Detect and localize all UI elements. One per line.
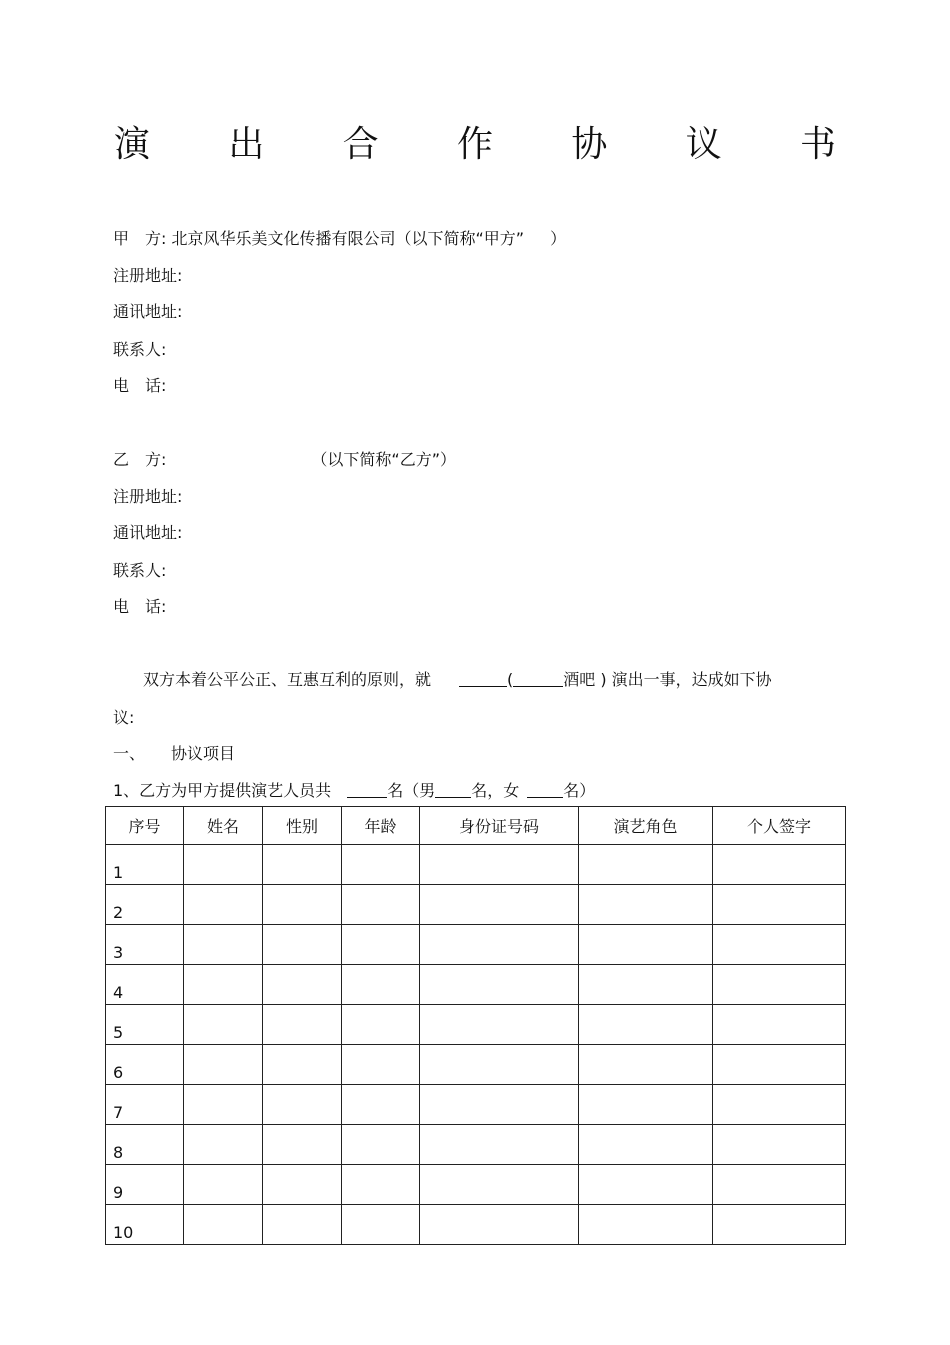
gender-cell[interactable]	[263, 965, 342, 1005]
id-number-cell[interactable]	[420, 845, 579, 885]
gender-cell[interactable]	[263, 1165, 342, 1205]
age-cell[interactable]	[342, 845, 420, 885]
signature-cell[interactable]	[713, 1125, 846, 1165]
party-a-phone: 电 话:	[113, 376, 167, 395]
header-cell: 演艺角色	[579, 807, 713, 845]
item-1-prefix: 1、乙方为甲方提供演艺人员共	[113, 781, 332, 800]
role-cell[interactable]	[579, 845, 713, 885]
intro-part2: 酒吧 ) 演出一事，达成如下协	[563, 670, 772, 689]
name-cell[interactable]	[184, 845, 263, 885]
signature-cell[interactable]	[713, 965, 846, 1005]
id-number-cell[interactable]	[420, 965, 579, 1005]
signature-cell[interactable]	[713, 1045, 846, 1085]
title-char: 出	[228, 124, 265, 165]
male-count-blank[interactable]	[435, 781, 471, 798]
id-number-cell[interactable]	[420, 1205, 579, 1245]
item-1-line	[113, 780, 595, 802]
section-heading	[113, 743, 235, 765]
table-row	[106, 1085, 846, 1125]
role-cell[interactable]	[579, 1165, 713, 1205]
title-char: 书	[799, 124, 836, 165]
item-1-after-total: 名（男	[387, 781, 436, 800]
row-number: 3	[106, 925, 184, 965]
role-cell[interactable]	[579, 885, 713, 925]
table-row	[106, 1205, 846, 1245]
header-cell: 身份证号码	[420, 807, 579, 845]
female-count-blank[interactable]	[527, 781, 563, 798]
intro-line	[143, 669, 772, 691]
id-number-cell[interactable]	[420, 885, 579, 925]
party-a-line	[113, 228, 566, 250]
table-row	[106, 1165, 846, 1205]
id-number-cell[interactable]	[420, 1005, 579, 1045]
name-cell[interactable]	[184, 925, 263, 965]
table-row	[106, 925, 846, 965]
row-number: 6	[106, 1045, 184, 1085]
signature-cell[interactable]	[713, 1005, 846, 1045]
signature-cell[interactable]	[713, 885, 846, 925]
item-1-after-female: 名）	[563, 781, 596, 800]
party-b-phone: 电 话:	[113, 597, 167, 616]
signature-cell[interactable]	[713, 925, 846, 965]
venue-blank[interactable]	[459, 670, 507, 687]
party-b-reg-address: 注册地址:	[113, 487, 183, 506]
gender-cell[interactable]	[263, 1045, 342, 1085]
bar-name-blank[interactable]	[513, 670, 563, 687]
row-number: 1	[106, 845, 184, 885]
party-b-mail-address: 通讯地址:	[113, 523, 183, 542]
role-cell[interactable]	[579, 1045, 713, 1085]
signature-cell[interactable]	[713, 1085, 846, 1125]
id-number-cell[interactable]	[420, 1045, 579, 1085]
id-number-cell[interactable]	[420, 1165, 579, 1205]
table-header-row	[106, 807, 846, 845]
gender-cell[interactable]	[263, 1085, 342, 1125]
age-cell[interactable]	[342, 1085, 420, 1125]
role-cell[interactable]	[579, 1085, 713, 1125]
total-count-blank[interactable]	[347, 781, 387, 798]
table-row	[106, 845, 846, 885]
title-char: 协	[571, 124, 608, 165]
role-cell[interactable]	[579, 1205, 713, 1245]
role-cell[interactable]	[579, 925, 713, 965]
row-number: 7	[106, 1085, 184, 1125]
header-cell: 序号	[106, 807, 184, 845]
row-number: 9	[106, 1165, 184, 1205]
header-cell: 姓名	[184, 807, 263, 845]
name-cell[interactable]	[184, 965, 263, 1005]
intro-paren: (	[507, 670, 514, 689]
row-number: 2	[106, 885, 184, 925]
party-b-label: 乙 方:	[113, 450, 167, 469]
party-a-close: ）	[550, 229, 567, 248]
party-b-contact: 联系人:	[113, 561, 167, 580]
name-cell[interactable]	[184, 885, 263, 925]
party-a-reg-address: 注册地址:	[113, 266, 183, 285]
name-cell[interactable]	[184, 1045, 263, 1085]
name-cell[interactable]	[184, 1005, 263, 1045]
age-cell[interactable]	[342, 965, 420, 1005]
age-cell[interactable]	[342, 1165, 420, 1205]
party-a-mail-address: 通讯地址:	[113, 302, 183, 321]
age-cell[interactable]	[342, 1205, 420, 1245]
performer-table	[105, 806, 846, 1245]
id-number-cell[interactable]	[420, 1085, 579, 1125]
gender-cell[interactable]	[263, 885, 342, 925]
age-cell[interactable]	[342, 1125, 420, 1165]
document-title	[114, 122, 836, 168]
section-title: 协议项目	[171, 744, 236, 763]
age-cell[interactable]	[342, 1005, 420, 1045]
signature-cell[interactable]	[713, 1165, 846, 1205]
signature-cell[interactable]	[713, 845, 846, 885]
header-cell: 个人签字	[713, 807, 846, 845]
gender-cell[interactable]	[263, 925, 342, 965]
header-cell: 年龄	[342, 807, 420, 845]
row-number: 4	[106, 965, 184, 1005]
row-number: 8	[106, 1125, 184, 1165]
row-number: 10	[106, 1205, 184, 1245]
title-char: 合	[342, 124, 379, 165]
section-number: 一、	[113, 744, 146, 763]
table-row	[106, 1005, 846, 1045]
gender-cell[interactable]	[263, 1125, 342, 1165]
title-char: 议	[685, 124, 722, 165]
id-number-cell[interactable]	[420, 925, 579, 965]
intro-part1: 双方本着公平公正、互惠互利的原则，就	[143, 670, 432, 689]
party-b-alias: （以下简称“乙方”）	[311, 450, 456, 469]
name-cell[interactable]	[184, 1165, 263, 1205]
name-cell[interactable]	[184, 1205, 263, 1245]
role-cell[interactable]	[579, 965, 713, 1005]
title-char: 作	[456, 124, 493, 165]
role-cell[interactable]	[579, 1125, 713, 1165]
row-number: 5	[106, 1005, 184, 1045]
age-cell[interactable]	[342, 1045, 420, 1085]
name-cell[interactable]	[184, 1085, 263, 1125]
party-a-contact: 联系人:	[113, 340, 167, 359]
role-cell[interactable]	[579, 1005, 713, 1045]
id-number-cell[interactable]	[420, 1125, 579, 1165]
gender-cell[interactable]	[263, 1005, 342, 1045]
age-cell[interactable]	[342, 925, 420, 965]
table-row	[106, 965, 846, 1005]
party-b-line	[113, 449, 456, 471]
gender-cell[interactable]	[263, 1205, 342, 1245]
intro-part3: 议:	[113, 708, 135, 727]
item-1-after-male: 名，女	[471, 781, 520, 800]
table-row	[106, 1125, 846, 1165]
title-char: 演	[114, 124, 151, 165]
party-a-name: 北京风华乐美文化传播有限公司（以下简称“甲方”	[171, 229, 525, 248]
name-cell[interactable]	[184, 1125, 263, 1165]
gender-cell[interactable]	[263, 845, 342, 885]
party-a-label: 甲 方:	[113, 229, 167, 248]
header-cell: 性别	[263, 807, 342, 845]
signature-cell[interactable]	[713, 1205, 846, 1245]
table-row	[106, 1045, 846, 1085]
table-row	[106, 885, 846, 925]
age-cell[interactable]	[342, 885, 420, 925]
